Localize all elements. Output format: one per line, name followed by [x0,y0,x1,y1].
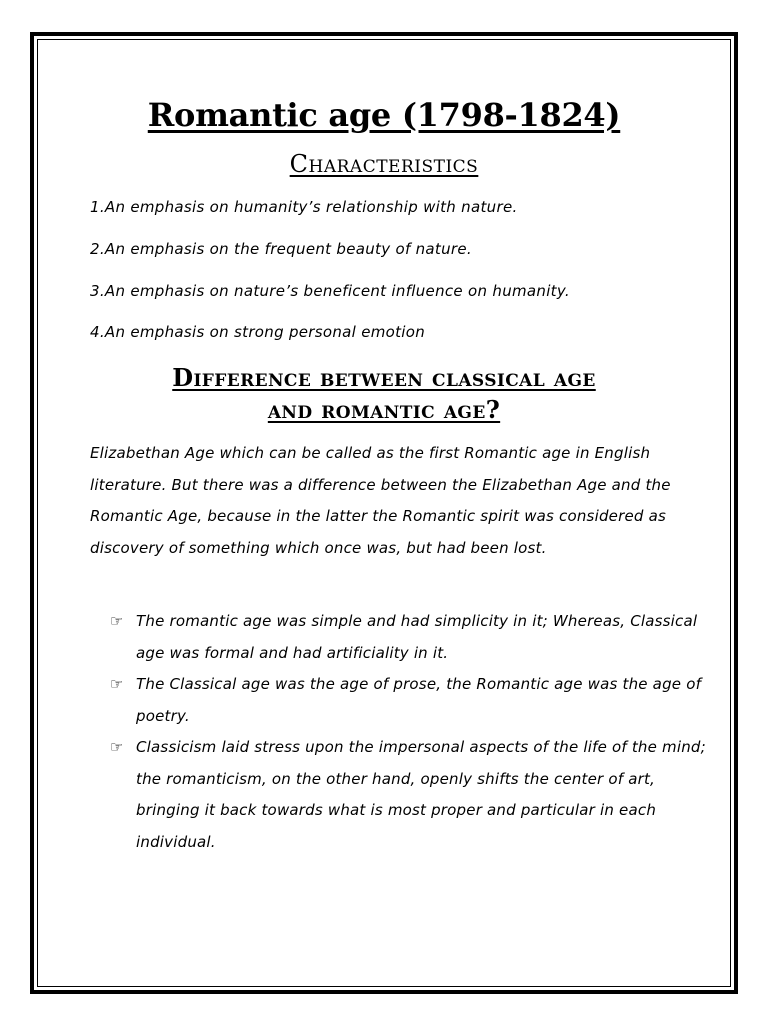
list-item [110,606,710,669]
page-content [36,36,732,990]
intro-paragraph: Elizabethan Age which can be called as the first Romantic age in English literature. But there was a difference between the Elizabethan Age and the Romantic Age, because in the latter the Romantic spirit was considered as discovery of something which once was, but had been lost. [90,444,671,557]
list-item [110,732,710,858]
list-item-text: Classicism laid stress upon the impersonal aspects of the life of the mind; the romanticism, on the other hand, openly shifts the center of art, bringing it back towards what is most proper and particular in each individual. [136,738,706,851]
pointing-hand-icon: ☞ [110,612,124,630]
page-title: Romantic age (1798-1824) [147,96,621,134]
difference-heading-line2: and romantic age? [267,395,501,424]
difference-heading [36,362,732,426]
list-item-text: The Classical age was the age of prose, the Romantic age was the age of poetry. [136,675,702,725]
pointing-hand-icon: ☞ [110,675,124,693]
characteristic-item: 4.An emphasis on strong personal emotion [90,323,426,341]
characteristic-item: 1.An emphasis on humanity’s relationship with nature. [90,198,518,216]
difference-list [110,606,710,858]
characteristic-item: 3.An emphasis on nature’s beneficent influence on humanity. [90,282,570,300]
list-item [110,669,710,732]
pointing-hand-icon: ☞ [110,738,124,756]
characteristic-item: 2.An emphasis on the frequent beauty of nature. [90,240,472,258]
characteristics-heading: Characteristics [289,150,479,178]
difference-heading-line1: Difference between classical age [172,363,596,392]
list-item-text: The romantic age was simple and had simplicity in it; Whereas, Classical age was formal and had artificiality in it. [136,612,698,662]
